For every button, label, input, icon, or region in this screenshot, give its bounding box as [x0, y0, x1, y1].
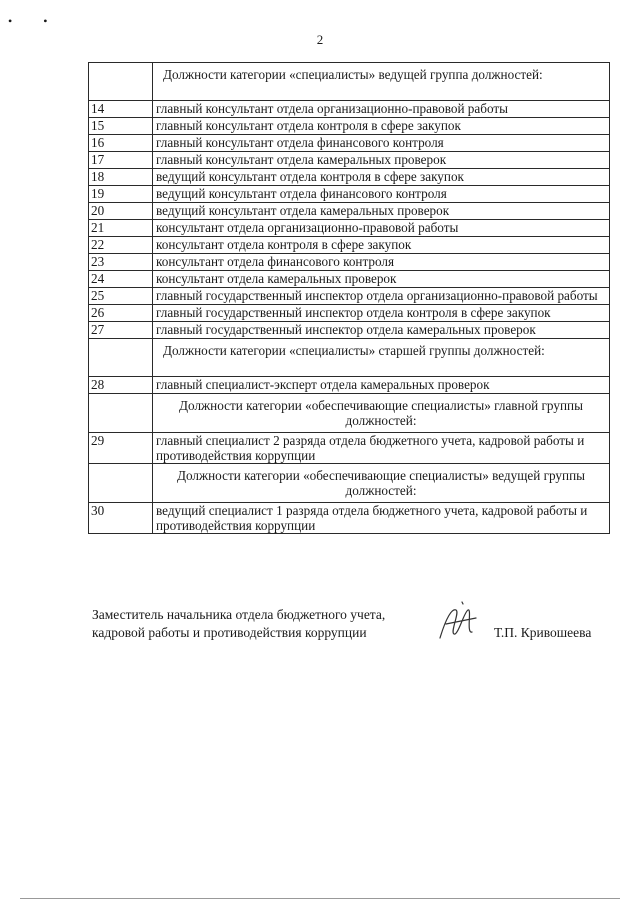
table-row [89, 503, 610, 534]
row-number: 21 [89, 220, 153, 237]
row-number: 20 [89, 203, 153, 220]
table-row [89, 220, 610, 237]
table-row [89, 203, 610, 220]
table-section-header [89, 464, 610, 503]
table-row [89, 433, 610, 464]
position-name: консультант отдела камеральных проверок [153, 271, 610, 288]
positions-table-body [89, 63, 610, 534]
table-row [89, 152, 610, 169]
table-section-header [89, 339, 610, 377]
table-row [89, 118, 610, 135]
position-name: главный государственный инспектор отдела организационно-правовой работы [153, 288, 610, 305]
scan-marks: • • [8, 14, 62, 28]
row-number: 15 [89, 118, 153, 135]
position-name: главный консультант отдела организационно-правовой работы [153, 101, 610, 118]
signature-block [92, 606, 612, 642]
position-name: главный специалист 2 разряда отдела бюджетного учета, кадровой работы и противодействия коррупции [153, 433, 610, 464]
row-number [89, 464, 153, 503]
page-number: 2 [316, 32, 324, 47]
position-name: главный консультант отдела камеральных проверок [153, 152, 610, 169]
handwritten-signature [432, 598, 482, 648]
row-number: 16 [89, 135, 153, 152]
table-row [89, 169, 610, 186]
row-number: 30 [89, 503, 153, 534]
position-name: консультант отдела финансового контроля [153, 254, 610, 271]
position-name: консультант отдела контроля в сфере закупок [153, 237, 610, 254]
signatory-title-line-1: Заместитель начальника отдела бюджетного учета, [92, 607, 386, 622]
row-number: 14 [89, 101, 153, 118]
table-row [89, 254, 610, 271]
table-row [89, 305, 610, 322]
row-number: 23 [89, 254, 153, 271]
table-row [89, 135, 610, 152]
position-name: главный консультант отдела контроля в сфере закупок [153, 118, 610, 135]
position-name: ведущий специалист 1 разряда отдела бюджетного учета, кадровой работы и противодействия коррупции [153, 503, 610, 534]
position-name: ведущий консультант отдела финансового контроля [153, 186, 610, 203]
table-section-header [89, 394, 610, 433]
row-number: 27 [89, 322, 153, 339]
position-name: главный специалист-эксперт отдела камеральных проверок [153, 377, 610, 394]
position-name: ведущий консультант отдела контроля в сфере закупок [153, 169, 610, 186]
table-row [89, 237, 610, 254]
row-number: 24 [89, 271, 153, 288]
positions-table [88, 62, 610, 534]
position-name: ведущий консультант отдела камеральных проверок [153, 203, 610, 220]
row-number [89, 63, 153, 101]
section-title: Должности категории «специалисты» ведущей группа должностей: [153, 63, 610, 101]
signatory-title-line-2: кадровой работы и противодействия коррупции [92, 625, 367, 640]
row-number: 25 [89, 288, 153, 305]
position-name: консультант отдела организационно-правовой работы [153, 220, 610, 237]
row-number: 19 [89, 186, 153, 203]
table-row [89, 377, 610, 394]
row-number: 29 [89, 433, 153, 464]
footer-divider [20, 898, 620, 899]
row-number: 18 [89, 169, 153, 186]
signatory-name: Т.П. Кривошеева [494, 625, 592, 640]
position-name: главный государственный инспектор отдела камеральных проверок [153, 322, 610, 339]
section-title: Должности категории «обеспечивающие специалисты» ведущей группы должностей: [153, 464, 610, 503]
table-row [89, 322, 610, 339]
table-row [89, 288, 610, 305]
table-section-header [89, 63, 610, 101]
table-row [89, 101, 610, 118]
row-number: 28 [89, 377, 153, 394]
position-name: главный консультант отдела финансового контроля [153, 135, 610, 152]
row-number [89, 339, 153, 377]
row-number [89, 394, 153, 433]
row-number: 26 [89, 305, 153, 322]
signatory-title [92, 606, 432, 642]
table-row [89, 271, 610, 288]
table-row [89, 186, 610, 203]
section-title: Должности категории «обеспечивающие специалисты» главной группы должностей: [153, 394, 610, 433]
row-number: 22 [89, 237, 153, 254]
position-name: главный государственный инспектор отдела контроля в сфере закупок [153, 305, 610, 322]
row-number: 17 [89, 152, 153, 169]
section-title: Должности категории «специалисты» старшей группы должностей: [153, 339, 610, 377]
